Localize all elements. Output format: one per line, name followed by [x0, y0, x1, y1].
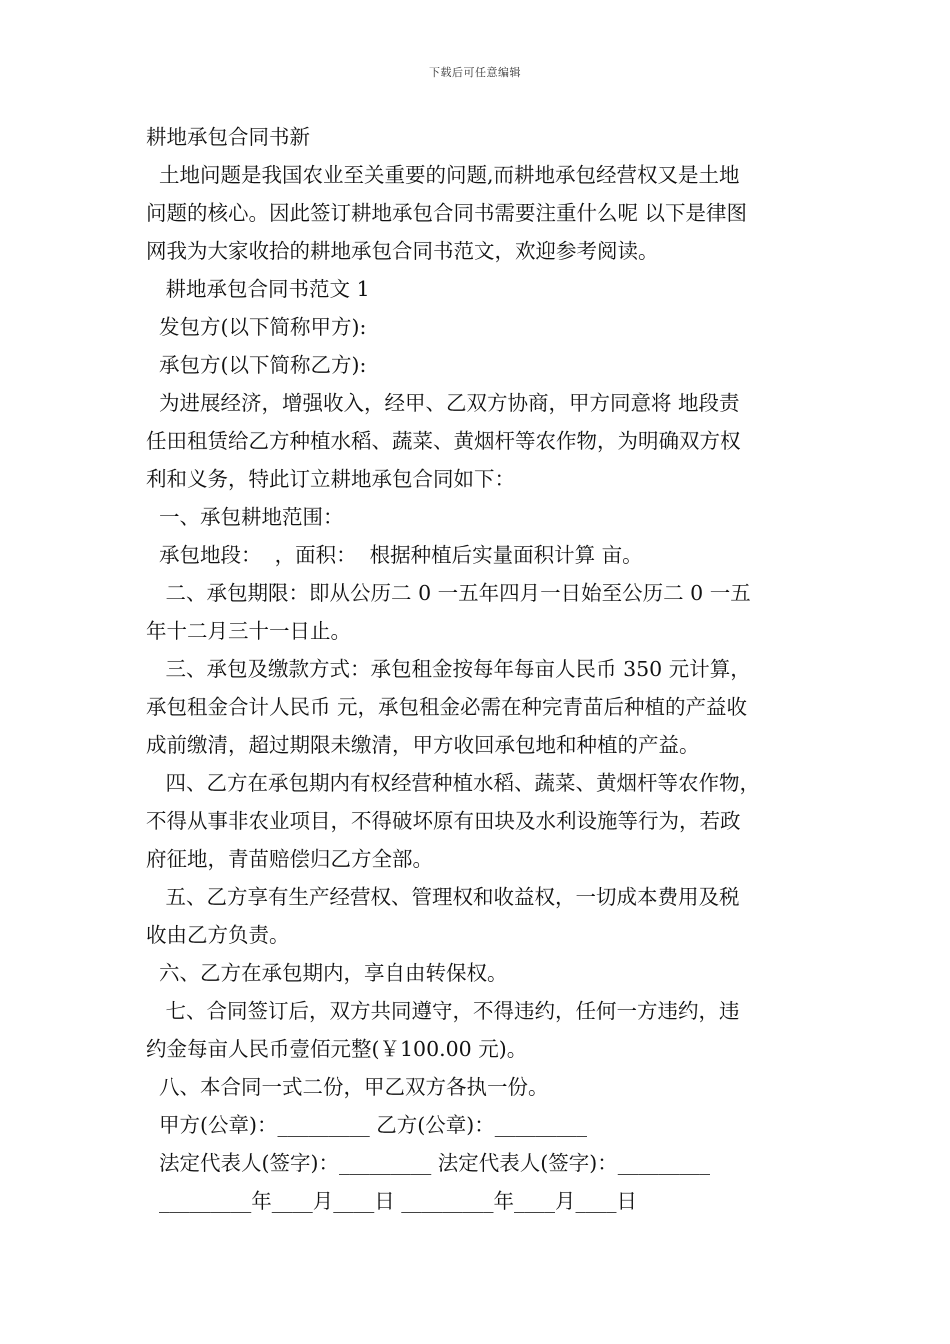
signature-line-date: _________年____月____日 _________年____月____日 [146, 1189, 638, 1213]
contract-line: 发包方(以下简称甲方): [146, 315, 367, 339]
contract-line: 承包方(以下简称乙方): [146, 353, 367, 377]
intro-line-1: 土地问题是我国农业至关重要的问题,而耕地承包经营权又是土地 [146, 163, 740, 187]
contract-line: 五、乙方享有生产经营权、管理权和收益权，一切成本费用及税 [146, 885, 740, 909]
contract-line: 七、合同签订后，双方共同遵守，不得违约，任何一方违约，违 [146, 999, 740, 1023]
intro-line-3: 网我为大家收拾的耕地承包合同书范文，欢迎参考阅读。 [146, 239, 659, 263]
contract-line: 一、承包耕地范围： [146, 505, 344, 529]
contract-line: 利和义务，特此订立耕地承包合同如下： [146, 467, 515, 491]
contract-line: 不得从事非农业项目，不得破坏原有田块及水利设施等行为，若政 [146, 809, 741, 833]
signature-line-representative: 法定代表人(签字)：_________ 法定代表人(签字)：_________ [146, 1151, 711, 1175]
contract-line: 为进展经济，增强收入，经甲、乙双方协商，甲方同意将 地段责 [146, 391, 740, 415]
contract-line: 承包租金合计人民币 元，承包租金必需在种完青苗后种植的产益收 [146, 695, 748, 719]
contract-line: 府征地，青苗赔偿归乙方全部。 [146, 847, 433, 871]
section-title: 耕地承包合同书范文 1 [146, 277, 370, 301]
contract-line: 成前缴清，超过期限未缴清，甲方收回承包地和种植的产益。 [146, 733, 700, 757]
document-body [146, 118, 826, 1220]
contract-line: 二、承包期限：即从公历二 0 一五年四月一日始至公历二 0 一五 [146, 581, 751, 605]
document-title: 耕地承包合同书新 [146, 125, 310, 149]
contract-line: 约金每亩人民币壹佰元整(￥100.00 元)。 [146, 1037, 528, 1061]
contract-line: 收由乙方负责。 [146, 923, 290, 947]
contract-line: 承包地段： ，面积： 根据种植后实量面积计算 亩。 [146, 543, 643, 567]
contract-line: 任田租赁给乙方种植水稻、蔬菜、黄烟杆等农作物，为明确双方权 [146, 429, 741, 453]
signature-line-seal: 甲方(公章)：_________ 乙方(公章)：_________ [146, 1113, 588, 1137]
contract-line: 四、乙方在承包期内有权经营种植水稻、蔬菜、黄烟杆等农作物， [146, 771, 761, 795]
page-header: 下载后可任意编辑 [429, 66, 521, 79]
intro-line-2: 问题的核心。因此签订耕地承包合同书需要注重什么呢 以下是律图 [146, 201, 748, 225]
contract-line: 年十二月三十一日止。 [146, 619, 351, 643]
contract-line: 八、本合同一式二份，甲乙双方各执一份。 [146, 1075, 549, 1099]
contract-line: 六、乙方在承包期内，享自由转保权。 [146, 961, 508, 985]
contract-line: 三、承包及缴款方式：承包租金按每年每亩人民币 350 元计算， [146, 657, 751, 681]
